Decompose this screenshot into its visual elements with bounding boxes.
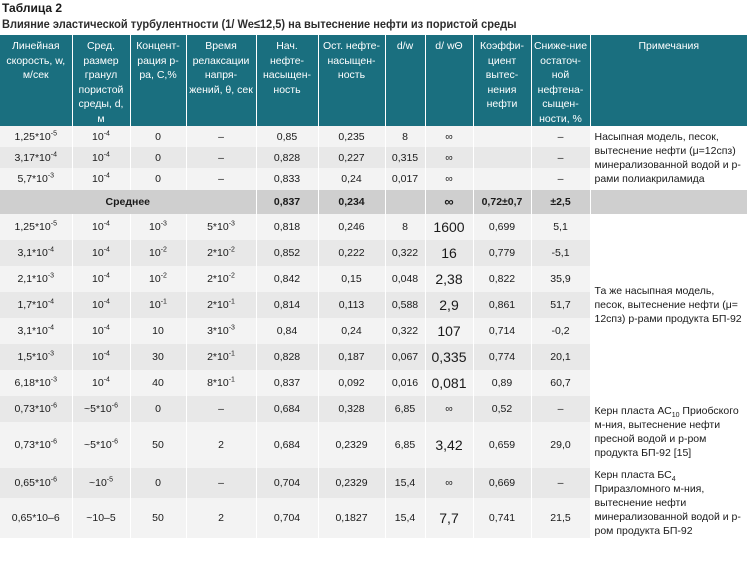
cell-velocity-exponent: -3 <box>47 172 55 180</box>
cell-velocity-exponent: -4 <box>47 324 55 332</box>
cell-grain-size-exponent: -4 <box>103 130 110 137</box>
cell-residual-saturation: 0,246 <box>318 214 385 240</box>
cell-velocity: $3,17*10^{-4}$ <box>0 147 72 168</box>
cell-d-w: 8 <box>385 214 425 240</box>
cell-relaxation-time-exponent: -1 <box>228 376 235 384</box>
cell-velocity: $5,7*10^{-3}$ <box>0 168 72 190</box>
cell-reduction: 35,9 <box>531 266 590 292</box>
cell-grain-size: $10^{-4}$ <box>72 214 130 240</box>
cell-relaxation-time: – <box>186 468 256 498</box>
table-label: Таблица 2 <box>2 1 63 15</box>
cell-residual-saturation: 0,24 <box>318 168 385 190</box>
cell-velocity-exponent: -3 <box>50 376 57 384</box>
cell-reduction: -5,1 <box>531 240 590 266</box>
col-header-grain-size: Сред. размер гранул пористой среды, d, м <box>72 35 130 126</box>
average-initial-saturation: 0,837 <box>256 190 318 214</box>
col-header-displacement-coef: Коэффи-циент вытес-нения нефти <box>473 35 531 126</box>
cell-d-wtheta: 1600 <box>425 214 473 240</box>
cell-velocity: $6,18*10^{-3}$ <box>0 370 72 396</box>
cell-concentration: 10 <box>130 318 186 344</box>
average-residual-saturation: 0,234 <box>318 190 385 214</box>
cell-d-wtheta: 107 <box>425 318 473 344</box>
cell-relaxation-time: $2*10^{-1}$ <box>186 292 256 318</box>
cell-relaxation-time-exponent: -1 <box>228 298 235 306</box>
cell-relaxation-time: $2*10^{-2}$ <box>186 240 256 266</box>
note-core-bs4-subscript: 4 <box>671 476 676 484</box>
cell-concentration: 40 <box>130 370 186 396</box>
cell-velocity: $3,1*10^{-4}$ <box>0 240 72 266</box>
cell-velocity-exponent: -5 <box>50 220 57 228</box>
cell-residual-saturation: 0,187 <box>318 344 385 370</box>
cell-initial-saturation: 0,828 <box>256 147 318 168</box>
cell-d-wtheta: 3,42 <box>425 422 473 468</box>
cell-residual-saturation: 0,235 <box>318 126 385 147</box>
cell-relaxation-time: $2*10^{-2}$ <box>186 266 256 292</box>
cell-velocity: $1,7*10^{-4}$ <box>0 292 72 318</box>
cell-grain-size-exponent: -4 <box>103 151 110 158</box>
cell-velocity: $1,5*10^{-3}$ <box>0 344 72 370</box>
cell-d-wtheta: 7,7 <box>425 498 473 538</box>
cell-reduction: 29,0 <box>531 422 590 468</box>
cell-initial-saturation: 0,818 <box>256 214 318 240</box>
table-row <box>0 468 747 498</box>
col-header-d-wtheta: d/ wΘ <box>425 35 473 126</box>
cell-grain-size: $10^{-4}$ <box>72 292 130 318</box>
cell-concentration: $10^{-3}$ <box>130 214 186 240</box>
cell-reduction: 21,5 <box>531 498 590 538</box>
cell-initial-saturation: 0,704 <box>256 498 318 538</box>
cell-reduction: – <box>531 168 590 190</box>
cell-grain-size: $10^{-4}$ <box>72 147 130 168</box>
cell-concentration-exponent: -2 <box>160 246 167 254</box>
cell-displacement-coef: 0,741 <box>473 498 531 538</box>
cell-residual-saturation: 0,113 <box>318 292 385 318</box>
col-header-reduction: Сниже-ние остаточ-ной нефтена-сыщен-ности, % <box>531 35 590 126</box>
cell-d-wtheta: 0,081 <box>425 370 473 396</box>
cell-d-wtheta: 0,335 <box>425 344 473 370</box>
col-header-residual-saturation: Ост. нефте-насыщен-ность <box>318 35 385 126</box>
cell-displacement-coef: 0,669 <box>473 468 531 498</box>
table-row <box>0 126 747 147</box>
cell-d-wtheta: ∞ <box>425 396 473 422</box>
cell-initial-saturation: 0,684 <box>256 422 318 468</box>
cell-grain-size-exponent: -4 <box>103 272 110 280</box>
cell-concentration: 0 <box>130 468 186 498</box>
note-core-bs4: Керн пласта $БС_4$ Приразломного м-ния, вытеснение нефти минерализованной водой и р-ром продукта БП-92 <box>590 468 747 538</box>
cell-d-w: 0,588 <box>385 292 425 318</box>
cell-grain-size: $10^{-4}$ <box>72 318 130 344</box>
cell-displacement-coef <box>473 147 531 168</box>
cell-reduction: 5,1 <box>531 214 590 240</box>
cell-concentration: $10^{-2}$ <box>130 266 186 292</box>
average-row <box>0 190 747 214</box>
note-core-ac10: Керн пласта $АС_{10}$ Приобского м-ния, вытеснение нефти пресной водой и р-ром продукта БП-92 [15] <box>590 396 747 468</box>
note-sand-model: Насыпная модель, песок, вытеснение нефти (μ=12спз) минерализованной водой и р-рами полиакриламида <box>590 126 747 190</box>
cell-d-w: 15,4 <box>385 468 425 498</box>
cell-reduction: 51,7 <box>531 292 590 318</box>
cell-velocity: $0,73*10^{-6}$ <box>0 422 72 468</box>
average-displacement-coef: 0,72±0,7 <box>473 190 531 214</box>
cell-grain-size: $10^{-4}$ <box>72 266 130 292</box>
cell-grain-size-exponent: -4 <box>103 324 110 332</box>
cell-concentration: 0 <box>130 147 186 168</box>
cell-relaxation-time: $5*10^{-3}$ <box>186 214 256 240</box>
cell-reduction: – <box>531 126 590 147</box>
table-title: Влияние эластической турбулентности (1/ We≤12,5) на вытеснение нефти из пористой среды <box>2 17 517 31</box>
table-caption <box>0 0 747 35</box>
cell-initial-saturation: 0,842 <box>256 266 318 292</box>
cell-reduction: – <box>531 468 590 498</box>
cell-relaxation-time: – <box>186 147 256 168</box>
cell-velocity-exponent: -6 <box>50 438 57 446</box>
cell-velocity: $0,73*10^{-6}$ <box>0 396 72 422</box>
cell-displacement-coef <box>473 168 531 190</box>
cell-displacement-coef: 0,52 <box>473 396 531 422</box>
cell-initial-saturation: 0,837 <box>256 370 318 396</box>
cell-grain-size-exponent: -4 <box>103 246 110 254</box>
cell-reduction: -0,2 <box>531 318 590 344</box>
cell-concentration: 0 <box>130 168 186 190</box>
cell-initial-saturation: 0,84 <box>256 318 318 344</box>
cell-displacement-coef: 0,89 <box>473 370 531 396</box>
cell-grain-size-exponent: -4 <box>103 172 110 180</box>
average-d-w <box>385 190 425 214</box>
cell-initial-saturation: 0,704 <box>256 468 318 498</box>
cell-relaxation-time: $8*10^{-1}$ <box>186 370 256 396</box>
cell-relaxation-time: 2 <box>186 422 256 468</box>
cell-d-w: 0,016 <box>385 370 425 396</box>
cell-reduction: – <box>531 147 590 168</box>
cell-d-w: 15,4 <box>385 498 425 538</box>
header-row <box>0 35 747 126</box>
average-note <box>590 190 747 214</box>
cell-d-w: 0,315 <box>385 147 425 168</box>
cell-displacement-coef: 0,822 <box>473 266 531 292</box>
cell-concentration: 0 <box>130 396 186 422</box>
cell-concentration: 50 <box>130 498 186 538</box>
cell-relaxation-time: – <box>186 168 256 190</box>
cell-concentration: 50 <box>130 422 186 468</box>
cell-d-wtheta: 2,38 <box>425 266 473 292</box>
cell-relaxation-time-exponent: -3 <box>228 324 235 332</box>
cell-relaxation-time: – <box>186 396 256 422</box>
cell-initial-saturation: 0,684 <box>256 396 318 422</box>
cell-velocity: 0,65*10–6 <box>0 498 72 538</box>
cell-velocity: $1,25*10^{-5}$ <box>0 126 72 147</box>
cell-relaxation-time: 2 <box>186 498 256 538</box>
cell-residual-saturation: 0,2329 <box>318 422 385 468</box>
cell-velocity: $0,65*10^{-6}$ <box>0 468 72 498</box>
cell-grain-size-exponent: -4 <box>103 298 110 306</box>
cell-residual-saturation: 0,092 <box>318 370 385 396</box>
cell-velocity-exponent: -3 <box>47 272 55 280</box>
cell-d-wtheta: ∞ <box>425 468 473 498</box>
cell-d-w: 0,048 <box>385 266 425 292</box>
cell-velocity: $2,1*10^{-3}$ <box>0 266 72 292</box>
cell-d-w: 0,067 <box>385 344 425 370</box>
cell-relaxation-time-exponent: -1 <box>228 350 235 358</box>
cell-relaxation-time-exponent: -2 <box>228 272 235 280</box>
cell-residual-saturation: 0,222 <box>318 240 385 266</box>
cell-relaxation-time-exponent: -2 <box>228 246 235 254</box>
cell-reduction: 60,7 <box>531 370 590 396</box>
cell-grain-size-exponent: -4 <box>103 350 110 358</box>
cell-concentration: $10^{-2}$ <box>130 240 186 266</box>
cell-displacement-coef: 0,774 <box>473 344 531 370</box>
cell-initial-saturation: 0,852 <box>256 240 318 266</box>
cell-velocity-exponent: -6 <box>50 402 57 410</box>
cell-grain-size: $10^{-4}$ <box>72 370 130 396</box>
cell-concentration-exponent: -2 <box>160 272 167 280</box>
cell-reduction: 20,1 <box>531 344 590 370</box>
cell-velocity-exponent: -4 <box>50 151 57 158</box>
cell-displacement-coef: 0,659 <box>473 422 531 468</box>
cell-velocity: $3,1*10^{-4}$ <box>0 318 72 344</box>
col-header-relaxation-time: Время релаксации напря-жений, θ, сек <box>186 35 256 126</box>
cell-concentration-exponent: -3 <box>160 220 167 228</box>
cell-velocity-exponent: -3 <box>47 350 55 358</box>
cell-grain-size: $\sim 10^{-5}$ <box>72 468 130 498</box>
average-d-wtheta: ∞ <box>425 190 473 214</box>
cell-d-w: 8 <box>385 126 425 147</box>
cell-reduction: – <box>531 396 590 422</box>
cell-displacement-coef: 0,714 <box>473 318 531 344</box>
cell-relaxation-time-exponent: -3 <box>228 220 235 228</box>
col-header-initial-saturation: Нач. нефте-насыщен-ность <box>256 35 318 126</box>
cell-velocity-exponent: -4 <box>47 298 55 306</box>
cell-grain-size: $10^{-4}$ <box>72 168 130 190</box>
cell-grain-size: $10^{-4}$ <box>72 344 130 370</box>
cell-displacement-coef: 0,861 <box>473 292 531 318</box>
cell-d-w: 0,017 <box>385 168 425 190</box>
table-row <box>0 396 747 422</box>
cell-d-wtheta: 2,9 <box>425 292 473 318</box>
cell-d-wtheta: 16 <box>425 240 473 266</box>
cell-grain-size: $10^{-4}$ <box>72 126 130 147</box>
cell-d-wtheta: ∞ <box>425 168 473 190</box>
cell-residual-saturation: 0,2329 <box>318 468 385 498</box>
cell-grain-size-exponent: -4 <box>103 376 110 384</box>
cell-initial-saturation: 0,828 <box>256 344 318 370</box>
cell-displacement-coef: 0,779 <box>473 240 531 266</box>
cell-velocity-exponent: -5 <box>50 130 57 137</box>
col-header-velocity: Линейная скорость, w, м/сек <box>0 35 72 126</box>
cell-d-wtheta: ∞ <box>425 147 473 168</box>
cell-initial-saturation: 0,85 <box>256 126 318 147</box>
cell-relaxation-time: – <box>186 126 256 147</box>
data-table <box>0 35 747 538</box>
average-reduction: ±2,5 <box>531 190 590 214</box>
cell-residual-saturation: 0,227 <box>318 147 385 168</box>
cell-concentration: $10^{-1}$ <box>130 292 186 318</box>
cell-concentration-exponent: -1 <box>160 298 167 306</box>
col-header-notes: Примечания <box>590 35 747 126</box>
note-same-model: Та же насыпная модель, песок, вытеснение нефти (μ= 12спз) р-рами продукта БП-92 <box>590 214 747 396</box>
cell-relaxation-time: $2*10^{-1}$ <box>186 344 256 370</box>
cell-grain-size-exponent: -4 <box>103 220 110 228</box>
cell-velocity: $1,25*10^{-5}$ <box>0 214 72 240</box>
cell-concentration: 30 <box>130 344 186 370</box>
cell-d-w: 6,85 <box>385 396 425 422</box>
cell-initial-saturation: 0,833 <box>256 168 318 190</box>
cell-residual-saturation: 0,15 <box>318 266 385 292</box>
cell-residual-saturation: 0,1827 <box>318 498 385 538</box>
cell-residual-saturation: 0,328 <box>318 396 385 422</box>
cell-grain-size: $\sim 5*10^{-6}$ <box>72 422 130 468</box>
cell-grain-size: ~10–5 <box>72 498 130 538</box>
cell-d-w: 0,322 <box>385 240 425 266</box>
cell-d-w: 0,322 <box>385 318 425 344</box>
cell-grain-size-exponent: -6 <box>111 402 118 410</box>
col-header-d-w: d/w <box>385 35 425 126</box>
average-label: Среднее <box>0 190 256 214</box>
cell-grain-size-exponent: -6 <box>111 438 118 446</box>
cell-grain-size: $10^{-4}$ <box>72 240 130 266</box>
cell-residual-saturation: 0,24 <box>318 318 385 344</box>
cell-concentration: 0 <box>130 126 186 147</box>
cell-relaxation-time: $3*10^{-3}$ <box>186 318 256 344</box>
note-core-ac10-subscript: 10 <box>671 412 680 420</box>
cell-velocity-exponent: -4 <box>47 246 55 254</box>
cell-grain-size-exponent: -5 <box>106 476 114 484</box>
col-header-concentration: Концент-рация р-ра, С,% <box>130 35 186 126</box>
cell-grain-size: $\sim 5*10^{-6}$ <box>72 396 130 422</box>
cell-velocity-exponent: -6 <box>50 476 57 484</box>
table-row <box>0 214 747 240</box>
cell-d-w: 6,85 <box>385 422 425 468</box>
cell-initial-saturation: 0,814 <box>256 292 318 318</box>
cell-displacement-coef <box>473 126 531 147</box>
cell-d-wtheta: ∞ <box>425 126 473 147</box>
cell-displacement-coef: 0,699 <box>473 214 531 240</box>
